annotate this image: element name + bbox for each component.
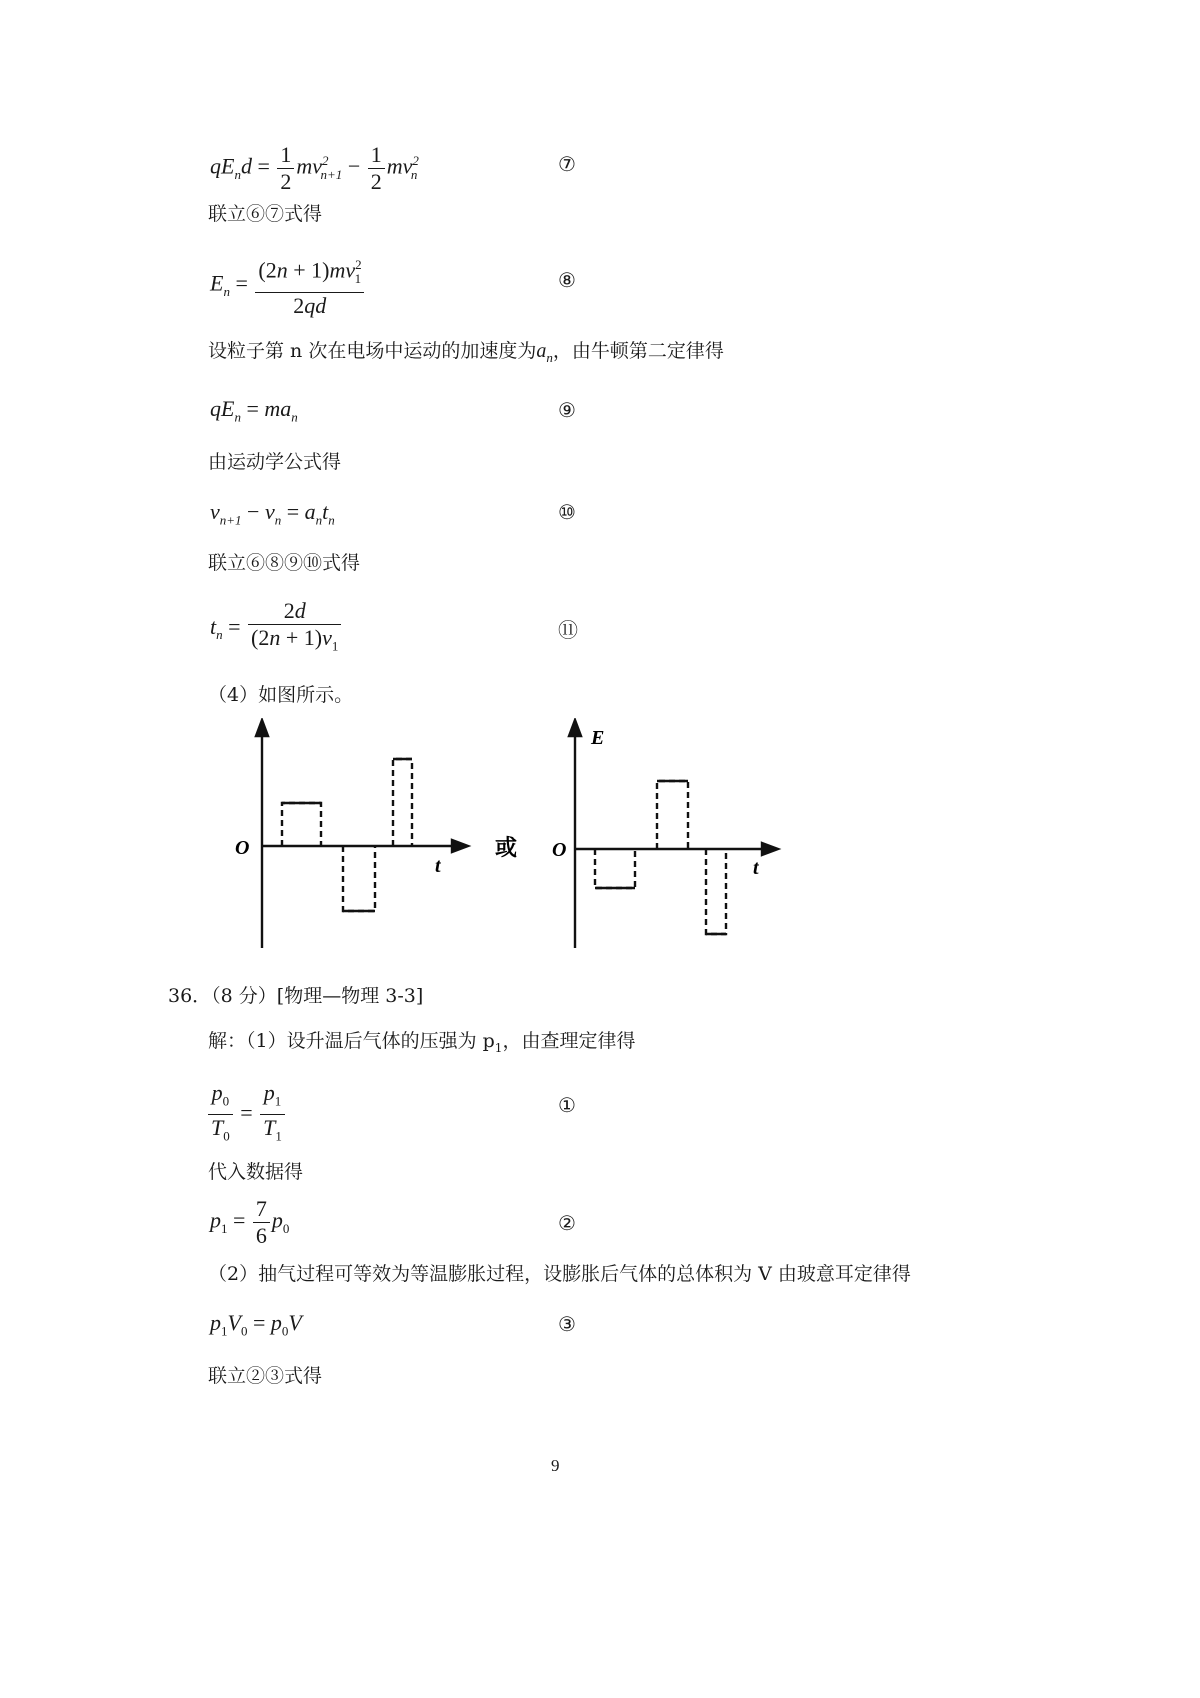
text-line-7: 代入数据得 — [208, 1161, 304, 1183]
marker-9: ⑨ — [558, 398, 576, 422]
text-line-6-b: ，由查理定律得 — [502, 1030, 636, 1052]
field-time-figure — [225, 718, 805, 956]
marker-c3: ③ — [558, 1312, 576, 1336]
equation-10: $v_{n+1} - v_n = a_nt_n$ — [210, 499, 335, 528]
equation-boyle: $p_1V_0 = p_0V$ — [210, 1310, 302, 1339]
question-36-heading: 36．（8 分）[物理—物理 3-3] — [168, 985, 424, 1007]
left-pulse-1 — [282, 803, 321, 846]
text-line-6: 解：（1）设升温后气体的压强为 $p_1$，由查理定律得 — [208, 1030, 636, 1055]
page-number: 9 — [551, 1456, 560, 1475]
right-origin-label: O — [552, 839, 567, 861]
marker-10: ⑩ — [558, 500, 576, 524]
equation-7: $qE_nd$ = $\frac{1}{2}$ $mv^2_{n+1}$ − $\frac{1}{2}$ $mv^2_n$ — [210, 142, 419, 194]
left-x-arrow-icon — [452, 840, 468, 852]
text-line-5: （4）如图所示。 — [208, 684, 354, 706]
marker-c1: ① — [558, 1093, 576, 1117]
or-label: 或 — [495, 835, 518, 860]
left-y-arrow-icon — [256, 720, 268, 736]
equation-p1: $p_1$ = $\frac{7}{6}$ $p_0$ — [210, 1196, 290, 1248]
right-pulse-3 — [706, 849, 726, 934]
text-line-2-b: ，由牛顿第二定律得 — [552, 340, 724, 362]
text-line-9: 联立②③式得 — [208, 1365, 323, 1387]
right-pulse-1 — [595, 849, 635, 888]
right-x-label: t — [753, 857, 759, 879]
equation-9: $qE_n = ma_n$ — [210, 396, 298, 425]
left-pulse-2 — [343, 846, 375, 911]
left-pulse-3 — [393, 759, 412, 846]
text-line-2-a: 设粒子第 n 次在电场中运动的加速度为 — [208, 340, 537, 362]
right-y-label: E — [591, 727, 605, 749]
equation-charles: $\frac{p_0}{T_0}$ = $\frac{p_1}{T_1}$ — [206, 1080, 287, 1150]
text-line-1: 联立⑥⑦式得 — [208, 203, 323, 225]
marker-8: ⑧ — [558, 268, 576, 292]
text-line-6-a: 解：（1）设升温后气体的压强为 p — [208, 1030, 495, 1052]
text-line-4: 联立⑥⑧⑨⑩式得 — [208, 552, 361, 574]
marker-11: ⑪ — [558, 618, 578, 642]
marker-7: ⑦ — [558, 152, 576, 176]
left-origin-label: O — [235, 837, 250, 859]
text-line-2: 设粒子第 n 次在电场中运动的加速度为$a_n$，由牛顿第二定律得 — [208, 340, 724, 365]
equation-11: $t_n$ = $\frac{2d}{(2n + 1)v_1}$ — [210, 598, 343, 659]
text-line-3: 由运动学公式得 — [208, 451, 342, 473]
right-x-arrow-icon — [762, 843, 778, 855]
left-x-label: t — [435, 855, 441, 877]
right-pulse-2 — [657, 781, 688, 849]
equation-8: $E_n$ = $\frac{(2n + 1)mv^2_1}{2qd}$ — [210, 252, 366, 319]
right-y-arrow-icon — [569, 720, 581, 736]
text-line-8: （2）抽气过程可等效为等温膨胀过程，设膨胀后气体的总体积为 V 由玻意耳定律得 — [208, 1263, 911, 1285]
marker-c2: ② — [558, 1211, 576, 1235]
